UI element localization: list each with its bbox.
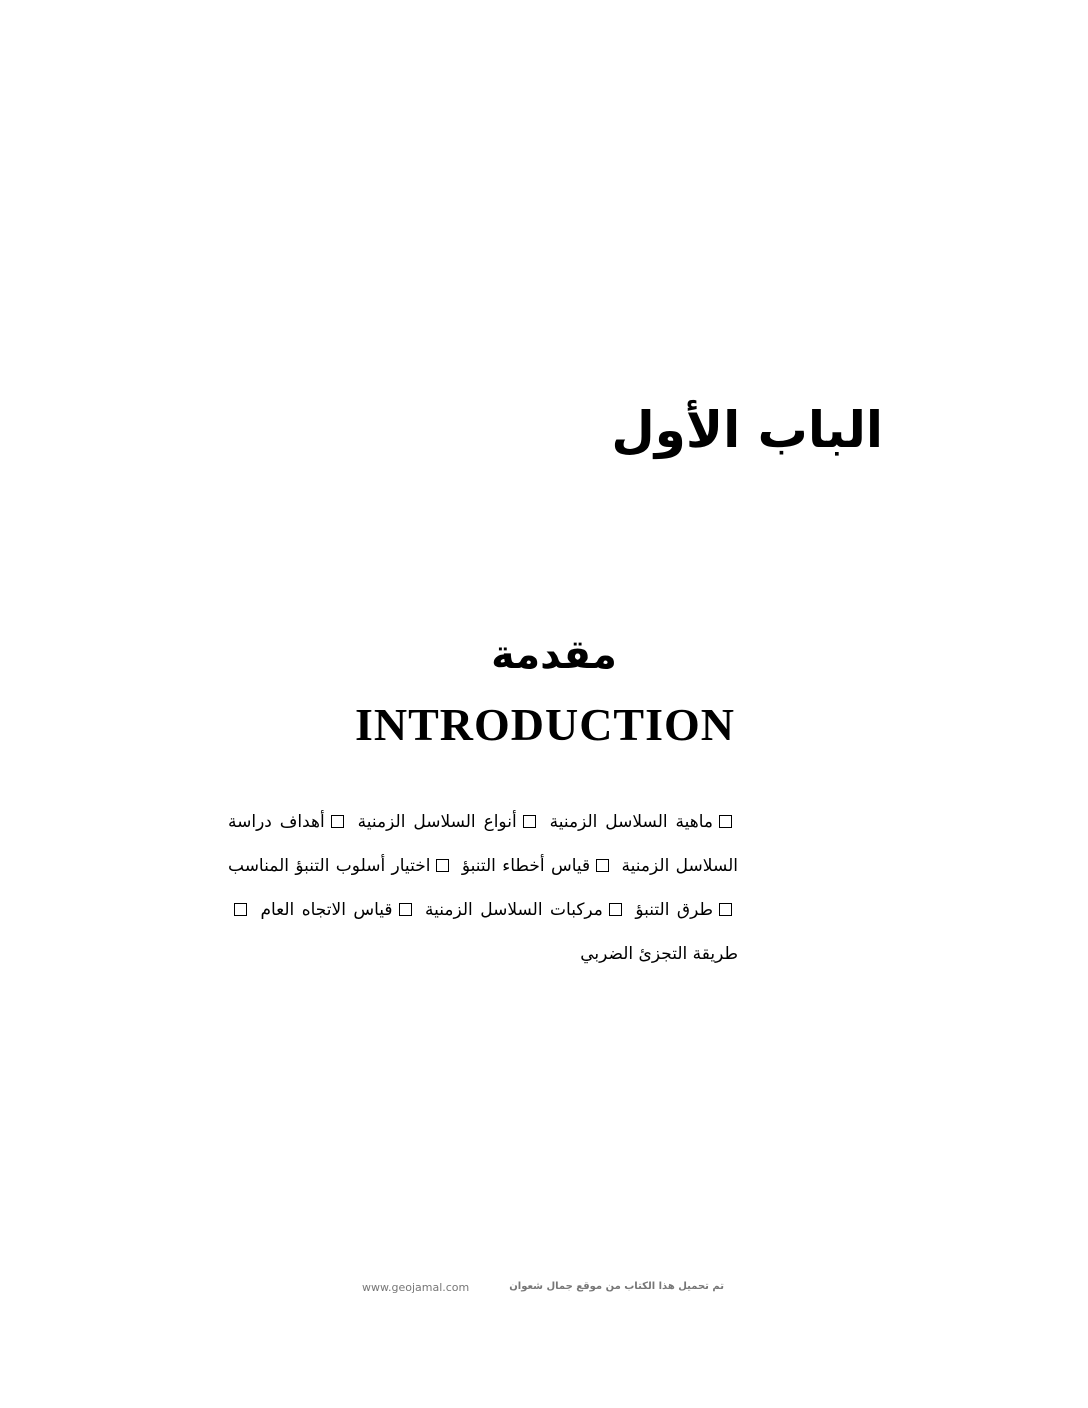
checkbox-icon xyxy=(523,815,536,828)
checkbox-icon xyxy=(399,903,412,916)
topic-item: أهداف دراسة السلاسل الزمنية xyxy=(228,812,739,876)
topic-item: اختيار أسلوب التنبؤ المناسب xyxy=(228,856,455,876)
topic-item: ماهية السلاسل الزمنية xyxy=(550,812,738,832)
checkbox-icon xyxy=(719,903,732,916)
chapter-title: الباب الأول xyxy=(611,401,883,459)
topic-item: طرق التنبؤ xyxy=(635,900,738,920)
checkbox-icon xyxy=(234,903,247,916)
page-footer xyxy=(0,1281,1088,1301)
checkbox-icon xyxy=(331,815,344,828)
section-title-arabic-text: مقدمة xyxy=(491,632,617,678)
topics-list xyxy=(228,800,738,976)
footer-url[interactable]: www.geojamal.com xyxy=(362,1281,470,1294)
checkbox-icon xyxy=(436,859,449,872)
checkbox-icon xyxy=(596,859,609,872)
footer-credit: تم تحميل هذا الكتاب من موقع جمال شعوان xyxy=(509,1281,724,1292)
topic-item: طريقة التجزئ الضربي xyxy=(228,900,738,964)
topic-item: مركبات السلاسل الزمنية xyxy=(425,900,628,920)
checkbox-icon xyxy=(609,903,622,916)
checkbox-icon xyxy=(719,815,732,828)
topic-item: قياس الاتجاه العام xyxy=(260,900,417,920)
topic-item: قياس أخطاء التنبؤ xyxy=(462,856,615,876)
topic-item: أنواع السلاسل الزمنية xyxy=(358,812,542,832)
section-title-arabic xyxy=(0,625,1088,685)
section-title-english: INTRODUCTION xyxy=(354,699,736,750)
